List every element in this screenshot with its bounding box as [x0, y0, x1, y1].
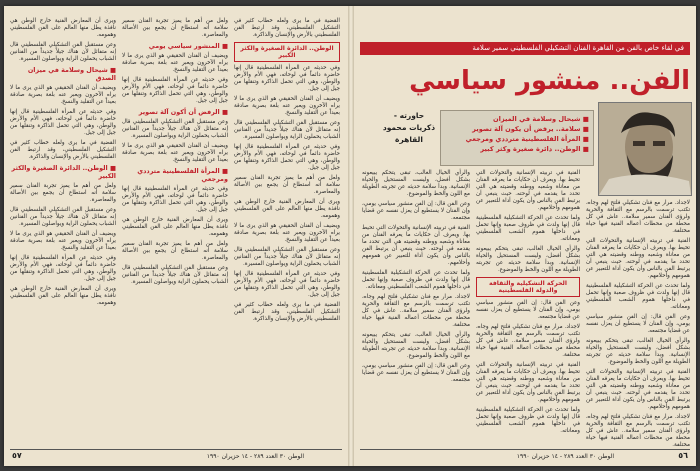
right-column-2 — [476, 170, 580, 440]
highlight-item: ■ الوطن.. دائرة صغيرة وكثر كبير — [480, 145, 589, 153]
body-text: الفنية في تربيته الإنسانية والتحولات التي تحيط بها. ويعرف أن حكايات ما يعرفه الفنان من معاناة وشعبه ووطنه وقضيته هي التي تحدد ما يقدمه في لوحته. حيث ينبغي أن يرتبط الفن بالناس وأن يكون أداة للتعبير عن همومهم وأحلامهم. — [362, 225, 470, 266]
body-text: ويرى أن المعارض الفنية خارج الوطن هي نافذة يطل منها العالم على الفن الفلسطيني وهمومه. — [10, 18, 116, 38]
body-text: وفي حديثه عن المرأة الفلسطينية قال إنها حاضرة دائماً في لوحاته، فهي الأم والأرض والوطن، وهي التي تحمل الذاكرة وتنقلها من جيل إلى جيل. — [10, 255, 116, 282]
body-text: والرأي الخيال الغالب، تبقى يتحكم يبيعونه بشكل أفضل، وليست المستحيل والحياة الإنسانية. وبدأ سلامة حديثه عن تجربته الطويلة مع اللون والخط والموضوع. — [362, 170, 470, 197]
body-text: ويرى أن المعارض الفنية خارج الوطن هي نافذة يطل منها العالم على الفن الفلسطيني وهمومه. — [234, 199, 340, 219]
portrait-illustration — [599, 103, 691, 195]
body-text: لاجداد. مرار مع فنان تشكيلي فلتح لهم وجاه، تكتب ترسمت بالرسم مع الثقافة والحرية ولرؤى الفنان سمير سلامة.. عاش في كل محطة من محطات أعماله الفنية فيها حياة مختلفة. — [586, 414, 690, 448]
body-text: ولعل من أهم ما يميز تجربة الفنان سمير سلامة أنه استطاع أن يجمع بين الأصالة والمعاصرة. — [122, 18, 228, 38]
highlight-item: ■ شيحال وسلامة في الميزان — [492, 115, 589, 123]
section-heading: ■ المنشور سياسي يومي — [148, 42, 228, 50]
left-column-2 — [122, 18, 228, 438]
body-text: وفي حديثه عن المرأة الفلسطينية قال إنها حاضرة دائماً في لوحاته، فهي الأم والأرض والوطن، وهي التي تحمل الذاكرة وتنقلها من جيل إلى جيل. — [234, 271, 340, 298]
body-text: وعن الفن قال: إن الفن منشور سياسي يومي، وإن الفنان لا يستطيع أن يعزل نفسه عن قضايا مجتمعه. — [362, 201, 470, 221]
byline — [382, 110, 436, 146]
body-text: ولعل من أهم ما يميز تجربة الفنان سمير سلامة أنه استطاع أن يجمع بين الأصالة والمعاصرة. — [10, 183, 116, 203]
highlight-item: ■ المرأة الفلسطينية مترددي ومرجعي — [465, 135, 589, 143]
left-column-1 — [234, 18, 340, 438]
portrait-photo — [598, 102, 692, 196]
right-column-3 — [362, 170, 470, 440]
body-text: وعن مستقبل الفن التشكيلي الفلسطيني قال إنه متفائل لأن هناك جيلاً جديداً من الفنانين الشباب يحملون الراية ويواصلون المسيرة. — [122, 265, 228, 285]
section-heading: ■ شيحال وسلامة في ميزان الصدق — [27, 66, 116, 82]
left-column-3 — [10, 18, 116, 438]
byline-label: حاورته - — [393, 111, 425, 120]
body-text: ويرى أن المعارض الفنية خارج الوطن هي نافذة يطل منها العالم على الفن الفلسطيني وهمومه. — [10, 286, 116, 306]
footer-rule — [360, 449, 690, 450]
body-text: والرأي الخيال الغالب، تبقى يتحكم يبيعونه بشكل أفضل، وليست المستحيل والحياة الإنسانية. وبدأ سلامة حديثه عن تجربته الطويلة مع اللون والخط والموضوع. — [362, 332, 470, 359]
body-text: وعن مستقبل الفن التشكيلي الفلسطيني قال إنه متفائل لأن هناك جيلاً جديداً من الفنانين الشباب يحملون الراية ويواصلون المسيرة. — [234, 247, 340, 267]
byline-place: القاهرة — [395, 135, 423, 144]
body-text: الفنية في تربيته الإنسانية والتحولات التي تحيط بها. ويعرف أن حكايات ما يعرفه الفنان من معاناة وشعبه ووطنه وقضيته هي التي تحدد ما يقدمه في لوحته. حيث ينبغي أن يرتبط الفن بالناس وأن يكون أداة للتعبير عن همومهم وأحلامهم. — [586, 238, 690, 279]
body-text: الفنية في تربيته الإنسانية والتحولات التي تحيط بها. ويعرف أن حكايات ما يعرفه الفنان من معاناة وشعبه ووطنه وقضيته هي التي تحدد ما يقدمه في لوحته. حيث ينبغي أن يرتبط الفن بالناس وأن يكون أداة للتعبير عن همومهم وأحلامهم. — [476, 170, 580, 211]
body-text: وفي حديثه عن المرأة الفلسطينية قال إنها حاضرة دائماً في لوحاته، فهي الأم والأرض والوطن، وهي التي تحمل الذاكرة وتنقلها من جيل إلى جيل. — [10, 109, 116, 136]
body-text: وفي حديثه عن المرأة الفلسطينية قال إنها حاضرة دائماً في لوحاته، فهي الأم والأرض والوطن، وهي التي تحمل الذاكرة وتنقلها من جيل إلى جيل. — [122, 186, 228, 213]
body-text: وفي حديثه عن المرأة الفلسطينية قال إنها حاضرة دائماً في لوحاته، فهي الأم والأرض والوطن، وهي التي تحمل الذاكرة وتنقلها من جيل إلى جيل. — [234, 144, 340, 171]
magazine-spread — [4, 6, 696, 466]
page-number: ٥٧ — [12, 451, 22, 460]
page-footer: الوطن ٣٠ العدد ٢٨٩ - ١٤ حزيران ١٩٩٠ — [516, 453, 614, 460]
right-page — [354, 6, 696, 466]
body-text: والرأي الخيال الغالب، تبقى يتحكم يبيعونه بشكل أفضل، وليست المستحيل والحياة الإنسانية. وبدأ سلامة حديثه عن تجربته الطويلة مع اللون والخط والموضوع. — [586, 338, 690, 365]
body-text: ويضيف أن الفنان الحقيقي هو الذي يرى ما لا يراه الآخرون ويعبر عنه بلغة بصرية صادقة بعيداً عن التقليد والنسخ. — [10, 231, 116, 251]
highlight-item: ■ سلامة.. يرفض أن يكون آلة تصوير — [472, 125, 589, 133]
body-text: وعن مستقبل الفن التشكيلي الفلسطيني قال إنه متفائل لأن هناك جيلاً جديداً من الفنانين الشباب يحملون الراية ويواصلون المسيرة. — [122, 119, 228, 139]
body-text: ولعل من أهم ما يميز تجربة الفنان سمير سلامة أنه استطاع أن يجمع بين الأصالة والمعاصرة. — [234, 175, 340, 195]
body-text: وعن مستقبل الفن التشكيلي الفلسطيني قال إنه متفائل لأن هناك جيلاً جديداً من الفنانين الشباب يحملون الراية ويواصلون المسيرة. — [10, 42, 116, 62]
footer-rule — [10, 449, 342, 450]
section-heading: ■ الرفض أن أكون آلة تصوير — [138, 108, 228, 116]
section-heading: ■ المرأة الفلسطينية مترددي ومرجعي — [137, 167, 228, 183]
body-text: ويضيف أن الفنان الحقيقي هو الذي يرى ما لا يراه الآخرون ويعبر عنه بلغة بصرية صادقة بعيداً عن التقليد والنسخ. — [234, 223, 340, 243]
body-text: لاجداد. مرار مع فنان تشكيلي فلتح لهم وجاه، تكتب ترسمت بالرسم مع الثقافة والحرية ولرؤى الفنان سمير سلامة.. عاش في كل محطة من محطات أعماله الفنية فيها حياة مختلفة. — [476, 324, 580, 358]
body-text: وعن مستقبل الفن التشكيلي الفلسطيني قال إنه متفائل لأن هناك جيلاً جديداً من الفنانين الشباب يحملون الراية ويواصلون المسيرة. — [234, 120, 340, 140]
body-text: ولعل من أهم ما يميز تجربة الفنان سمير سلامة أنه استطاع أن يجمع بين الأصالة والمعاصرة. — [122, 241, 228, 261]
body-text: القضية في ما يرى ولعله خطاب كثير في التشكيل الفلسطيني، وقد ارتبط الفن الفلسطيني بالأرض والإنسان والذاكرة. — [234, 302, 340, 322]
body-text: الفنية في تربيته الإنسانية والتحولات التي تحيط بها. ويعرف أن حكايات ما يعرفه الفنان من معاناة وشعبه ووطنه وقضيته هي التي تحدد ما يقدمه في لوحته. حيث ينبغي أن يرتبط الفن بالناس وأن يكون أداة للتعبير عن همومهم وأحلامهم. — [476, 362, 580, 403]
body-text: والرأي الخيال الغالب، تبقى يتحكم يبيعونه بشكل أفضل، وليست المستحيل والحياة الإنسانية. وبدأ سلامة حديثه عن تجربته الطويلة مع اللون والخط والموضوع. — [476, 246, 580, 273]
byline-author: ذكريات محمود — [382, 123, 436, 132]
body-text: لاجداد. مرار مع فنان تشكيلي فلتح لهم وجاه، تكتب ترسمت بالرسم مع الثقافة والحرية ولرؤى الفنان سمير سلامة.. عاش في كل محطة من محطات أعماله الفنية فيها حياة مختلفة. — [362, 294, 470, 328]
body-text: ولما تحدث عن الحركة التشكيلية الفلسطينية قال إنها ولدت في ظروف صعبة وإنها تحمل في داخلها هموم الشعب الفلسطيني ومعاناته. — [476, 215, 580, 242]
article-headline: الفن.. منشور سياسي — [409, 66, 690, 96]
left-page — [4, 6, 348, 466]
body-text: القضية في ما يرى ولعله خطاب كثير في التشكيل الفلسطيني، وقد ارتبط الفن الفلسطيني بالأرض والإنسان والذاكرة. — [234, 18, 340, 38]
body-text: ويضيف أن الفنان الحقيقي هو الذي يرى ما لا يراه الآخرون ويعبر عنه بلغة بصرية صادقة بعيداً عن التقليد والنسخ. — [234, 96, 340, 116]
body-text: وعن مستقبل الفن التشكيلي الفلسطيني قال إنه متفائل لأن هناك جيلاً جديداً من الفنانين الشباب يحملون الراية ويواصلون المسيرة. — [10, 207, 116, 227]
body-text: وعن الفن قال: إن الفن منشور سياسي يومي، وإن الفنان لا يستطيع أن يعزل نفسه عن قضايا مجتمعه. — [586, 314, 690, 334]
section-heading: ■ الوطن.. الدائرة الصغيرة والكثر الكبير — [11, 164, 116, 180]
body-text: ويضيف أن الفنان الحقيقي هو الذي يرى ما لا يراه الآخرون ويعبر عنه بلغة بصرية صادقة بعيداً عن التقليد والنسخ. — [10, 85, 116, 105]
body-text: وعن الفن قال: إن الفن منشور سياسي يومي، وإن الفنان لا يستطيع أن يعزل نفسه عن قضايا مجتمعه. — [476, 300, 580, 320]
body-text: وفي حديثه عن المرأة الفلسطينية قال إنها حاضرة دائماً في لوحاته، فهي الأم والأرض والوطن، وهي التي تحمل الذاكرة وتنقلها من جيل إلى جيل. — [234, 65, 340, 92]
right-column-1 — [586, 200, 690, 448]
body-text: ويضيف أن الفنان الحقيقي هو الذي يرى ما لا يراه الآخرون ويعبر عنه بلغة بصرية صادقة بعيداً عن التقليد والنسخ. — [122, 53, 228, 73]
body-text: ويضيف أن الفنان الحقيقي هو الذي يرى ما لا يراه الآخرون ويعبر عنه بلغة بصرية صادقة بعيداً عن التقليد والنسخ. — [122, 143, 228, 163]
body-text: ولما تحدث عن الحركة التشكيلية الفلسطينية قال إنها ولدت في ظروف صعبة وإنها تحمل في داخلها هموم الشعب الفلسطيني ومعاناته. — [586, 283, 690, 310]
body-text: وعن الفن قال: إن الفن منشور سياسي يومي، وإن الفنان لا يستطيع أن يعزل نفسه عن قضايا مجتمعه. — [362, 363, 470, 383]
page-number: ٥٦ — [678, 451, 688, 460]
body-text: الفنية في تربيته الإنسانية والتحولات التي تحيط بها. ويعرف أن حكايات ما يعرفه الفنان من معاناة وشعبه ووطنه وقضيته هي التي تحدد ما يقدمه في لوحته. حيث ينبغي أن يرتبط الفن بالناس وأن يكون أداة للتعبير عن همومهم وأحلامهم. — [586, 369, 690, 410]
body-text: ولما تحدث عن الحركة التشكيلية الفلسطينية قال إنها ولدت في ظروف صعبة وإنها تحمل في داخلها هموم الشعب الفلسطيني ومعاناته. — [362, 270, 470, 290]
page-footer: الوطن ٣٠ العدد ٢٨٩ - ١٤ حزيران ١٩٩٠ — [206, 453, 304, 460]
body-text: لاجداد. مرار مع فنان تشكيلي فلتح لهم وجاه، تكتب ترسمت بالرسم مع الثقافة والحرية ولرؤى الفنان سمير سلامة.. عاش في كل محطة من محطات أعماله الفنية فيها حياة مختلفة. — [586, 200, 690, 234]
body-text: وفي حديثه عن المرأة الفلسطينية قال إنها حاضرة دائماً في لوحاته، فهي الأم والأرض والوطن، وهي التي تحمل الذاكرة وتنقلها من جيل إلى جيل. — [122, 77, 228, 104]
section-heading-box: الحركة التشكيلية والثقافة والدولة الفلسطينية — [476, 277, 580, 297]
body-text: القضية في ما يرى ولعله خطاب كثير في التشكيل الفلسطيني، وقد ارتبط الفن الفلسطيني بالأرض والإنسان والذاكرة. — [10, 140, 116, 160]
header-banner: في لقاء خاص بالفن من القاهرة الفنان التشكيلي الفلسطيني سمير سلامة — [360, 42, 690, 55]
section-heading-box: الوطن.. الدائرة الصغيرة والكثر الكبير — [234, 42, 340, 62]
body-text: ويرى أن المعارض الفنية خارج الوطن هي نافذة يطل منها العالم على الفن الفلسطيني وهمومه. — [122, 217, 228, 237]
body-text: ولما تحدث عن الحركة التشكيلية الفلسطينية قال إنها ولدت في ظروف صعبة وإنها تحمل في داخلها هموم الشعب الفلسطيني ومعاناته. — [476, 407, 580, 434]
highlights-box — [440, 110, 594, 166]
